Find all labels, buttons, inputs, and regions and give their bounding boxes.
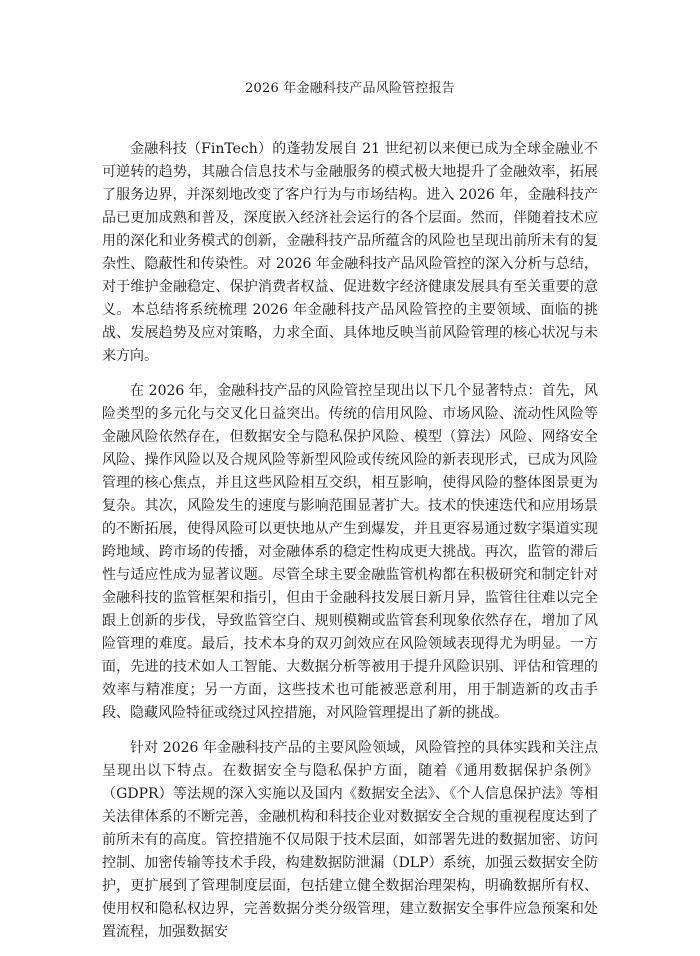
paragraph-risk-areas: 针对 2026 年金融科技产品的主要风险领域，风险管控的具体实践和关注点呈现出以下特点。在数据安全与隐私保护方面，随着《通用数据保护条例》（GDPR）等法规的深入实施以及国内《数据安全法》、《个人信息保护法》等相关法律体系的不断完善，金融机构和科技企业对数据安全合规的重视程度达到了前所未有的高度。管控措施不仅局限于技术层面，如部署先进的数据加密、访问控制、加密传输等技术手段，构建数据防泄漏（DLP）系统，加强云数据安全防护，更扩展到了管理制度层面，包括建立健全数据治理架构，明确数据所有权、使用权和隐私权边界，完善数据分类分级管理，建立数据安全事件应急预案和处置流程，加强数据安 — [102, 740, 598, 940]
paragraph-intro: 金融科技（FinTech）的蓬勃发展自 21 世纪初以来便已成为全球金融业不可逆转的趋势，其融合信息技术与金融服务的模式极大地提升了金融效率，拓展了服务边界，并深刻地改变了客户行为与市场结构。进入 2026 年，金融科技产品已更加成熟和普及，深度嵌入经济社会运行的各个层面。然而，伴随着技术应用的深化和业务模式的创新，金融科技产品所蕴含的风险也呈现出前所未有的复杂性、隐蔽性和传染性。对 2026 年金融科技产品风险管控的深入分析与总结，对于维护金融稳定、保护消费者权益、促进数字经济健康发展具有至关重要的意义。本总结将系统梳理 2026 年金融科技产品风险管控的主要领域、面临的挑战、发展趋势及应对策略，力求全面、具体地反映当前风险管理的核心状况与未来方向。 — [102, 141, 598, 364]
document-title: 2026 年金融科技产品风险管控报告 — [245, 81, 455, 96]
paragraph-characteristics: 在 2026 年，金融科技产品的风险管控呈现出以下几个显著特点：首先，风险类型的多元化与交叉化日益突出。传统的信用风险、市场风险、流动性风险等金融风险依然存在，但数据安全与隐私保护风险、模型（算法）风险、网络安全风险、操作风险以及合规风险等新型风险或传统风险的新表现形式，已成为风险管理的核心焦点，并且这些风险相互交织，相互影响，使得风险的整体图景更为复杂。其次，风险发生的速度与影响范围显著扩大。技术的快速迭代和应用场景的不断拓展，使得风险可以更快地从产生到爆发，并且更容易通过数字渠道实现跨地域、跨市场的传播，对金融体系的稳定性构成更大挑战。再次，监管的滞后性与适应性成为显著议题。尽管全球主要金融监管机构都在积极研究和制定针对金融科技的监管框架和指引，但由于金融科技发展日新月异，监管往往难以完全跟上创新的步伐，导致监管空白、规则模糊或监管套利现象依然存在，增加了风险管理的难度。最后，技术本身的双刃剑效应在风险领域表现得尤为明显。一方面，先进的技术如人工智能、大数据分析等被用于提升风险识别、评估和管理的效率与精准度；另一方面，这些技术也可能被恶意利用，用于制造新的攻击手段、隐藏风险特征或绕过风控措施，对风险管理提出了新的挑战。 — [102, 383, 598, 721]
document-body — [102, 138, 598, 956]
